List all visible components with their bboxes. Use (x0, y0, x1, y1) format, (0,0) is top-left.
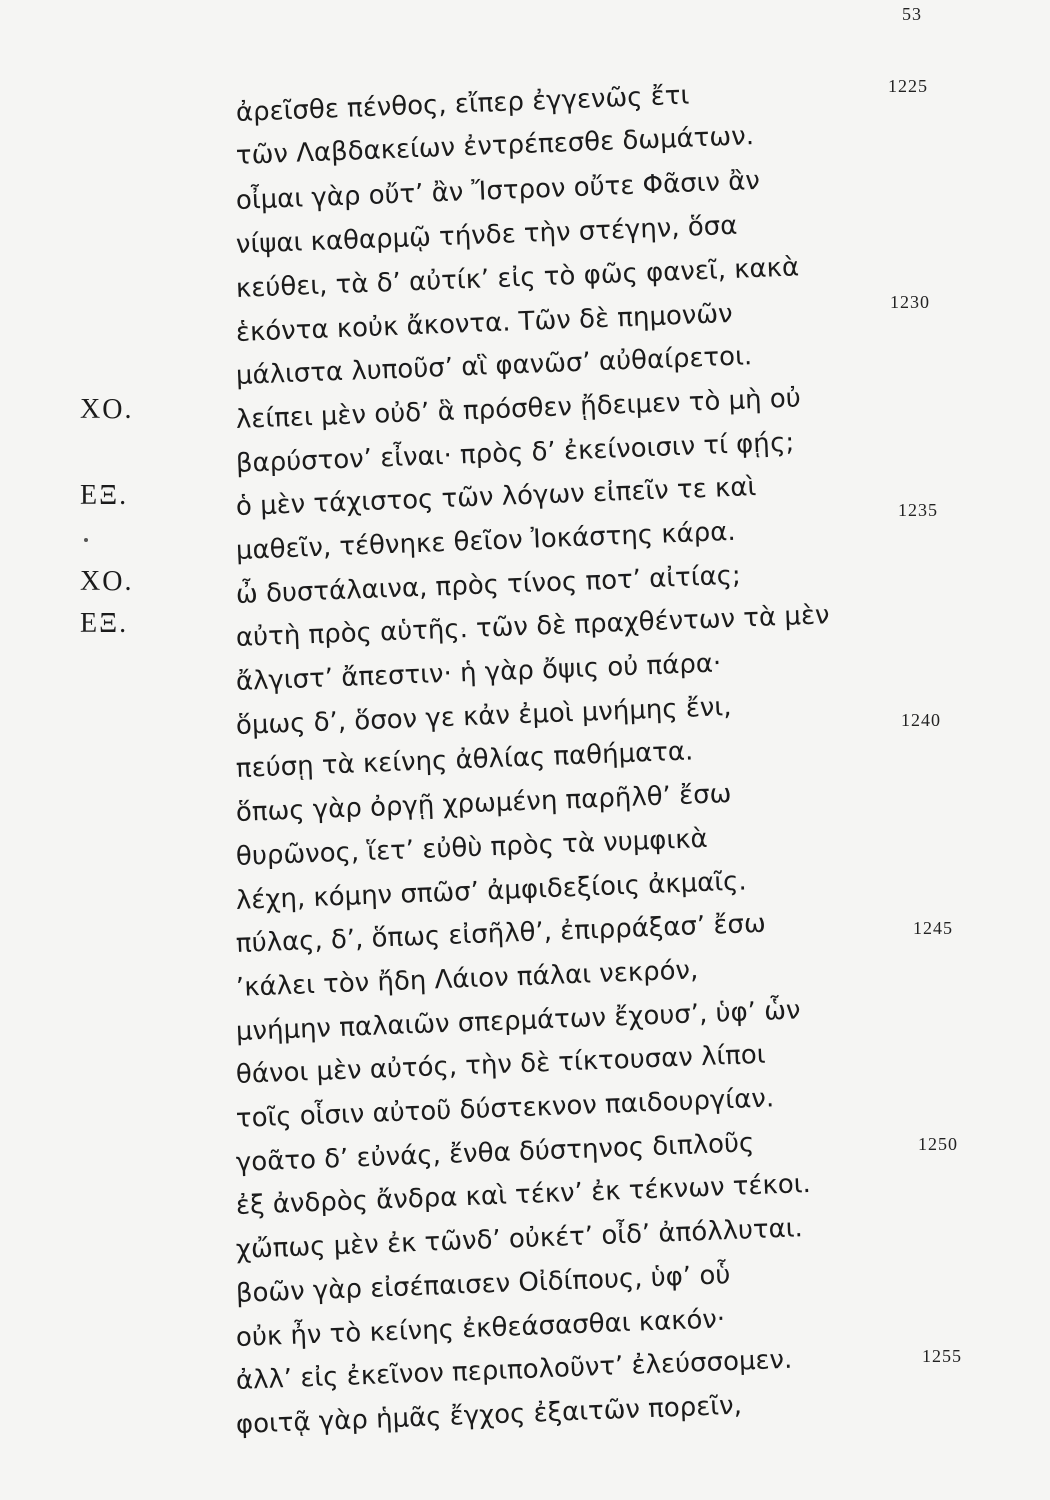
verse-line: ἀρεῖσθε πένθος, εἴπερ ἐγγενῶς ἔτι (235, 80, 690, 128)
line-number: 1230 (890, 292, 930, 312)
verse-line: μνήμην παλαιῶν σπερμάτων ἔχουσ’, ὑφ’ ὧν (235, 995, 802, 1047)
line-number: 1235 (898, 500, 938, 520)
verse-line: τῶν Λαβδακείων ἐντρέπεσθε δωμάτων. (235, 121, 755, 171)
verse-line: νίψαι καθαρμῷ τήνδε τὴν στέγην, ὅσα (235, 210, 738, 260)
verse-line: ἑκόντα κοὐκ ἄκοντα. Τῶν δὲ πημονῶν (235, 298, 734, 348)
line-number: 1255 (922, 1346, 962, 1366)
verse-line: ἐξ ἀνδρὸς ἄνδρα καὶ τέκν’ ἐκ τέκνων τέκοι. (235, 1168, 812, 1221)
verse-line: βαρύστον’ εἶναι· πρὸς δ’ ἐκείνοισιν τί φῄς; (235, 427, 795, 479)
verse-line: λείπει μὲν οὐδ’ ἃ πρόσθεν ᾔδειμεν τὸ μὴ οὐ (235, 383, 802, 435)
verse-line: γοᾶτο δ’ εὐνάς, ἔνθα δύστηνος διπλοῦς (235, 1128, 755, 1178)
line-number: 1240 (901, 710, 941, 730)
verse-line: μάλιστα λυποῦσ’ αἳ φανῶσ’ αὐθαίρετοι. (235, 341, 753, 391)
verse-line: θυρῶνος, ἵετ’ εὐθὺ πρὸς τὰ νυμφικὰ (235, 823, 709, 872)
speaker-label: ΕΞ. (80, 480, 129, 511)
page-number: 53 (902, 4, 922, 24)
verse-line: πεύσῃ τὰ κείνης ἀθλίας παθήματα. (235, 736, 694, 784)
verse-line: ’κάλει τὸν ἤδη Λάιον πάλαι νεκρόν, (235, 955, 699, 1003)
verse-line: αὐτὴ πρὸς αὑτῆς. τῶν δὲ πραχθέντων τὰ μὲν (235, 600, 831, 653)
verse-line: φοιτᾷ γὰρ ἡμᾶς ἔγχος ἐξαιτῶν πορεῖν, (235, 1390, 743, 1440)
verse-line: κεύθει, τὰ δ’ αὐτίκ’ εἰς τὸ φῶς φανεῖ, κακὰ (235, 252, 800, 304)
speaker-label: ΧΟ. (80, 566, 134, 597)
verse-line: ἀλλ’ εἰς ἐκεῖνον περιπολοῦντ’ ἐλεύσσομεν. (235, 1344, 793, 1396)
verse-line: βοῶν γὰρ εἰσέπαισεν Οἰδίπους, ὑφ’ οὗ (235, 1260, 731, 1309)
line-number: 1250 (918, 1134, 958, 1154)
verse-line: χὤπως μὲν ἐκ τῶνδ’ οὐκέτ’ οἶδ’ ἀπόλλυται. (235, 1213, 804, 1265)
verse-line: ὦ δυστάλαινα, πρὸς τίνος ποτ’ αἰτίας; (235, 560, 742, 610)
verse-line: τοῖς οἷσιν αὐτοῦ δύστεκνον παιδουργίαν. (235, 1083, 775, 1134)
verse-line: πύλας, δ’, ὅπως εἰσῆλθ’, ἐπιρράξασ’ ἔσω (235, 908, 767, 959)
verse-line: οὐκ ἦν τὸ κείνης ἐκθεάσασθαι κακόν· (235, 1304, 726, 1353)
verse-line: ὁ μὲν τάχιστος τῶν λόγων εἰπεῖν τε καὶ (235, 472, 757, 522)
margin-dot (84, 538, 88, 542)
line-number: 1225 (888, 76, 928, 96)
verse-line: ὅπως γὰρ ὀργῇ χρωμένη παρῆλθ’ ἔσω (235, 778, 732, 828)
verse-line: ἄλγιστ’ ἄπεστιν· ἡ γὰρ ὄψις οὐ πάρα· (235, 648, 722, 697)
speaker-label: ΧΟ. (80, 394, 134, 425)
verse-line: ὅμως δ’, ὅσον γε κἀν ἐμοὶ μνήμης ἔνι, (235, 691, 732, 741)
verse-line: θάνοι μὲν αὐτός, τὴν δὲ τίκτουσαν λίποι (235, 1039, 767, 1090)
line-number: 1245 (913, 918, 953, 938)
verse-line: μαθεῖν, τέθνηκε θεῖον Ἰοκάστης κάρα. (235, 516, 737, 566)
verse-line: οἶμαι γὰρ οὔτ’ ἂν Ἴστρον οὔτε Φᾶσιν ἂν (235, 165, 761, 216)
verse-line: λέχη, κόμην σπῶσ’ ἀμφιδεξίοις ἀκμαῖς. (235, 866, 748, 916)
speaker-label: ΕΞ. (80, 608, 129, 639)
